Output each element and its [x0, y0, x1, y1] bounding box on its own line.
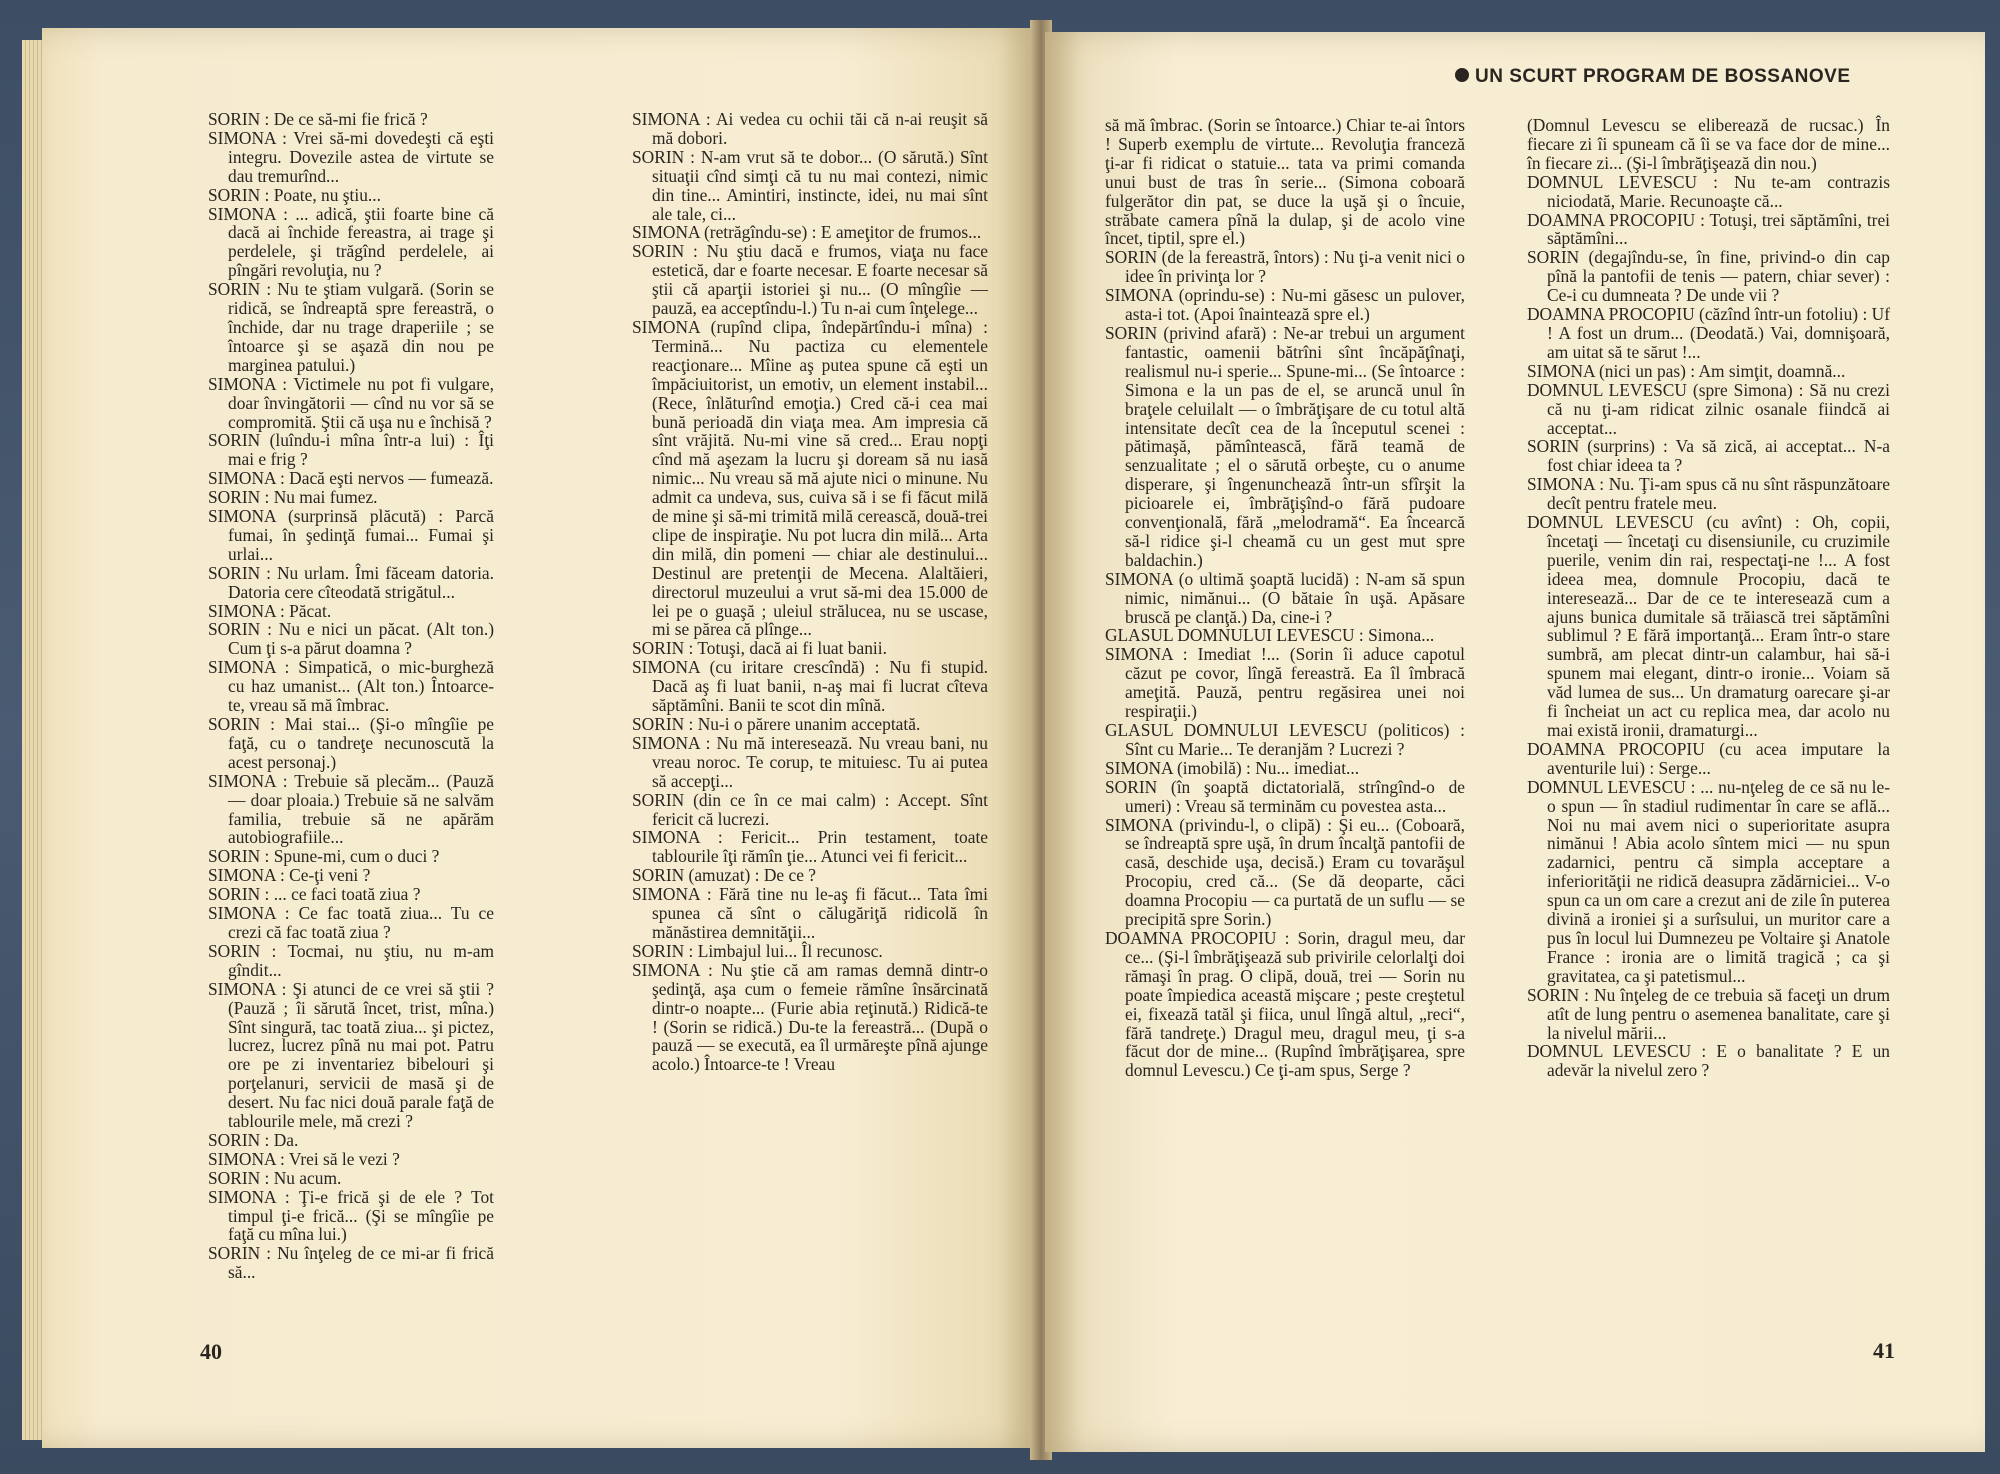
- dialogue-paragraph: DOAMNA PROCOPIU (cu acea imputare la aventurile lui) : Serge...: [1527, 738, 1890, 778]
- dialogue-paragraph: SORIN (surprins) : Va să zică, ai acceptat... N-a fost chiar ideea ta ?: [1527, 436, 1890, 476]
- dialogue-paragraph: SIMONA : Ce fac toată ziua... Tu ce crezi că fac toată ziua ?: [208, 903, 494, 942]
- dialogue-paragraph: SIMONA : ... adică, ştii foarte bine că dacă ai închide fereastra, ai trage şi perdelele, şi trăgînd perdelele, ai pîngări revoluţia, nu ?: [208, 203, 494, 281]
- dialogue-paragraph: SORIN (în şoaptă dictatorială, strîngînd-o de umeri) : Vreau să terminăm cu povestea asta...: [1105, 776, 1465, 816]
- text-column-2: [632, 110, 988, 1074]
- dialogue-paragraph: SORIN : Nu te ştiam vulgară. (Sorin se ridică, se îndreaptă spre fereastră, o închide, dar nu trage draperiile ; se întoarce şi se aşază din nou pe marginea patului.): [208, 279, 494, 375]
- dialogue-paragraph: GLASUL DOMNULUI LEVESCU : Simona...: [1105, 625, 1435, 646]
- dialogue-paragraph: SIMONA : Fericit... Prin testament, toate tablourile îţi rămîn ţie... Atunci vei fi fericit...: [632, 827, 988, 867]
- dialogue-paragraph: SIMONA (o ultimă şoaptă lucidă) : N-am să spun nimic, nimănui... (O bătaie în uşă. Apăsare bruscă pe clanţă.) Da, cine-i ?: [1105, 568, 1465, 627]
- dialogue-paragraph: SIMONA (retrăgîndu-se) : E ameţitor de frumos...: [632, 222, 982, 243]
- dialogue-paragraph: să mă îmbrac. (Sorin se întoarce.) Chiar te-ai întors ! Superb exemplu de virtute... Revoluţia franceză ţi-ar fi ridicat o statuie... tata va primi comanda unui bust de tras în serie... (Simona coboară fulgerător din pat, se duce la uşă şi o încuie, străbate camera pînă la dulap, şi de acolo vine încet, tiptil, spre el.): [1105, 115, 1465, 249]
- dialogue-paragraph: SORIN : Tocmai, nu ştiu, nu m-am gîndit...: [208, 940, 494, 980]
- dialogue-paragraph: SORIN : Nu mai fumez.: [208, 487, 378, 508]
- dialogue-paragraph: SIMONA : Trebuie să plecăm... (Pauză — doar ploaia.) Trebuie să ne salvăm familia, trebuie să ne apărăm autobiografiile...: [208, 770, 494, 848]
- dialogue-paragraph: SORIN : Limbajul lui... Îl recunosc.: [632, 940, 883, 961]
- dialogue-paragraph: SORIN : ... ce faci toată ziua ?: [208, 884, 421, 905]
- dialogue-paragraph: SORIN : Mai stai... (Şi-o mîngîie pe faţă, cu o tandreţe necunoscută la acest personaj.): [208, 714, 494, 772]
- dialogue-paragraph: SIMONA (privindu-l, o clipă) : Şi eu... (Coboară, se îndreaptă spre uşă, în drum încalţă pantofii de casă, deschide uşa, decisă.) Eram cu tovarăşul Procopiu, cred că... (Se dă deoparte, căci doamna Procopiu — ca purtată de un suflu — se precipită spre Sorin.): [1105, 814, 1465, 930]
- dialogue-paragraph: SORIN (amuzat) : De ce ?: [632, 865, 816, 886]
- dialogue-paragraph: DOMNUL LEVESCU (spre Simona) : Să nu crezi că nu ţi-am ridicat zilnic osanale fiindcă ai acceptat...: [1527, 379, 1890, 438]
- dialogue-paragraph: DOAMNA PROCOPIU : Sorin, dragul meu, dar ce... (Şi-l îmbrăţişează sub privirile celorlalţi doi rămaşi în prag. O clipă, două, trei — Sorin nu poate împiedica această mişcare ; peste creştetul ei, fixează tatăl şi fiica, unul lîngă altul, „reci“, fără tandreţe.) Dragul meu, dragul meu, ţi s-a făcut dor de mine... (Rupînd îmbrăţişarea, spre domnul Levescu.) Ce ţi-am spus, Serge ?: [1105, 927, 1465, 1081]
- dialogue-paragraph: SIMONA (cu iritare crescîndă) : Nu fi stupid. Dacă aş fi luat banii, n-aş mai fi lucrat cîteva săptămîni. Banii te scot din mînă.: [632, 657, 988, 716]
- left-page: [42, 28, 1037, 1448]
- dialogue-paragraph: SORIN (din ce în ce mai calm) : Accept. Sînt fericit că lucrezi.: [632, 789, 988, 829]
- dialogue-paragraph: SIMONA : Vrei să-mi dovedeşti că eşti integru. Dovezile astea de virtute se dau tremurînd...: [208, 127, 494, 186]
- dialogue-paragraph: SIMONA (nici un pas) : Am simţit, doamnă...: [1527, 360, 1846, 381]
- dialogue-paragraph: SORIN : Nu urlam. Îmi făceam datoria. Datoria cere cîteodată strigătul...: [208, 562, 494, 602]
- dialogue-paragraph: SORIN (privind afară) : Ne-ar trebui un argument fantastic, oamenii bătrîni sînt încăpăţînaţi, realismul nu-i sperie... Spune-mi... (Se întoarce : Simona e la un pas de el, se aruncă unul în braţele celuilalt — o îmbrăţişare de cu totul altă intensitate decît cea de la începutul scenei : pătimaşă, pămîntească, fără teamă de senzualitate ; el o sărută orbeşte, cu o anume disperare, şi îngenunchează într-un sfîrşit la picioarele ei, îmbrăţişînd-o fără pudoare convenţională, fără „melodramă“. Ea încearcă să-l ridice şi-l cheamă cu un gest mut spre baldachin.): [1105, 322, 1465, 570]
- text-column-3: [1105, 116, 1465, 1080]
- dialogue-paragraph: SORIN : Spune-mi, cum o duci ?: [208, 846, 440, 867]
- dialogue-paragraph: SIMONA : Ce-ţi veni ?: [208, 865, 371, 886]
- running-header: [1455, 66, 1851, 88]
- dialogue-paragraph: SIMONA : Nu ştie că am ramas demnă dintr-o şedinţă, aşa cum o femeie rămîne însărcinată dintr-o noapte... (Furie abia reţinută.) Ridică-te ! (Sorin se ridică.) Du-te la fereastră... (După o pauză — se execută, ea îl urmăreşte pînă ajunge acolo.) Întoarce-te ! Vreau: [632, 959, 988, 1075]
- dialogue-paragraph: SIMONA (surprinsă plăcută) : Parcă fumai, în şedinţă fumai... Fumai şi urlai...: [208, 506, 494, 564]
- dialogue-paragraph: SORIN (de la fereastră, întors) : Nu ţi-a venit nici o idee în privinţa lor ?: [1105, 247, 1465, 287]
- bullet-icon: [1455, 68, 1469, 82]
- dialogue-paragraph: SIMONA : Nu mă interesează. Nu vreau bani, nu vreau noroc. Te corup, te mituiesc. Tu ai putea să accepţi...: [632, 732, 988, 791]
- dialogue-paragraph: SORIN : Nu-i o părere unanim acceptată.: [632, 714, 921, 734]
- dialogue-paragraph: SIMONA : Dacă eşti nervos — fumează.: [208, 468, 494, 489]
- dialogue-paragraph: DOMNUL LEVESCU (cu avînt) : Oh, copii, încetaţi — încetaţi cu disensiunile, cu cruzimile puerile, venim din rai, respectaţi-ne !... A fost ideea mea, domnule Procopiu, dacă te interesează... Dar de ce te interesează cum a ajuns bunica dumitale să trăiască trei săptămîni sublimul ? E fără importanţă... Eram într-o stare sumbră, am plecat dintr-un calambur, hai să-i spunem mai elegant, dintr-o ironie... Voiam să văd lumea de sus... Un dramaturg oarecare şi-ar fi încheiat un act cu replica mea, dar acolo nu mai există ironii, dramaturgi...: [1527, 512, 1890, 740]
- dialogue-paragraph: SIMONA : Vrei să le vezi ?: [208, 1148, 400, 1169]
- dialogue-paragraph: (Domnul Levescu se eliberează de rucsac.) În fiecare zi îi spuneam că îi se va face dor de mine... în fiecare zi... (Şi-l îmbrăţişează din nou.): [1527, 115, 1890, 173]
- dialogue-paragraph: SIMONA (imobilă) : Nu... imediat...: [1105, 757, 1360, 778]
- dialogue-paragraph: SIMONA : Ţi-e frică şi de ele ? Tot timpul ţi-e frică... (Şi se mîngîie pe faţă cu mîna lui.): [208, 1186, 494, 1245]
- dialogue-paragraph: SORIN : N-am vrut să te dobor... (O sărută.) Sînt situaţii cînd simţi că tu nu mai contezi, nimic din tine... Amintiri, instincte, idei, nu mai sînt ale tale, ci...: [632, 146, 988, 224]
- dialogue-paragraph: SIMONA : Victimele nu pot fi vulgare, doar învingătorii — cînd nu vor să se compromită. Ştii că uşa nu e închisă ?: [208, 373, 494, 432]
- dialogue-paragraph: SORIN : Nu înţeleg de ce mi-ar fi frică să...: [208, 1243, 494, 1283]
- dialogue-paragraph: DOMNUL LEVESCU : ... nu-nţeleg de ce să nu le-o spun — în stadiul rudimentar în care se află... Noi nu mai avem nici o superioritate asupra nimănui ! Abia acolo sîntem mici — nu spun zadarnici, pentru că simpla acceptare a inferiorităţii ne ridică deasupra zădărniciei... V-o spun ca un om care a crezut ani de zile în puterea divină a ironiei şi a surîsului, un muritor care a pus în locul lui Dumnezeu pe Voltaire şi Anatole France : ironia are o limită tragică ; ca şi gravitatea, ca şi patetismul...: [1527, 776, 1890, 986]
- dialogue-paragraph: SORIN : Nu e nici un păcat. (Alt ton.) Cum ţi s-a părut doamna ?: [208, 619, 494, 659]
- dialogue-paragraph: DOMNUL LEVESCU : E o banalitate ? E un adevăr la nivelul zero ?: [1527, 1041, 1890, 1081]
- dialogue-paragraph: SORIN : Poate, nu ştiu...: [208, 184, 381, 205]
- dialogue-paragraph: SORIN (luîndu-i mîna într-a lui) : Îţi mai e frig ?: [208, 430, 494, 470]
- text-column-1: [208, 110, 494, 1282]
- running-header-text: UN SCURT PROGRAM DE BOSSANOVE: [1475, 66, 1851, 87]
- dialogue-paragraph: SORIN : Da.: [208, 1129, 299, 1150]
- page-number-left: 40: [200, 1339, 222, 1364]
- dialogue-paragraph: DOMNUL LEVESCU : Nu te-am contrazis niciodată, Marie. Recunoaşte că...: [1527, 171, 1890, 211]
- dialogue-paragraph: SIMONA : Nu. Ţi-am spus că nu sînt răspunzătoare decît pentru fratele meu.: [1527, 474, 1890, 514]
- dialogue-paragraph: SORIN (degajîndu-se, în fine, privind-o din cap pînă la pantofii de tenis — patern, chiar sever) : Ce-i cu dumneata ? De unde vii ?: [1527, 247, 1890, 306]
- dialogue-paragraph: GLASUL DOMNULUI LEVESCU (politicos) : Sînt cu Marie... Te deranjăm ? Lucrezi ?: [1105, 720, 1465, 759]
- text-column-4: [1527, 116, 1890, 1080]
- dialogue-paragraph: SIMONA : Ai vedea cu ochii tăi că n-ai reuşit să mă dobori.: [632, 109, 988, 148]
- dialogue-paragraph: SIMONA : Imediat !... (Sorin îi aduce capotul căzut pe covor, lîngă fereastră. Ea îl îmbracă ameţită. Pauză, pentru regăsirea unei noi respiraţii.): [1105, 644, 1465, 722]
- right-page: [1045, 32, 1985, 1452]
- dialogue-paragraph: SIMONA : Simpatică, o mic-burgheză cu haz umanist... (Alt ton.) Întoarce-te, vreau să mă îmbrac.: [208, 657, 494, 716]
- dialogue-paragraph: SORIN : Nu înţeleg de ce trebuia să faceţi un drum atît de lung pentru o asemenea banalitate, care şi la nivelul mării...: [1527, 984, 1890, 1043]
- dialogue-paragraph: DOAMNA PROCOPIU : Totuşi, trei săptămîni, trei săptămîni...: [1527, 209, 1890, 249]
- dialogue-paragraph: DOAMNA PROCOPIU (căzînd într-un fotoliu) : Uf ! A fost un drum... (Deodată.) Vai, domnişoară, am uitat să te sărut !...: [1527, 304, 1890, 362]
- dialogue-paragraph: SIMONA : Fără tine nu le-aş fi făcut... Tata îmi spunea că sînt o călugăriţă ridicolă în mănăstirea demnităţii...: [632, 884, 988, 942]
- dialogue-paragraph: SORIN : Nu acum.: [208, 1167, 342, 1188]
- dialogue-paragraph: SORIN : Nu ştiu dacă e frumos, viaţa nu face estetică, dar e foarte necesar. E foarte necesar să ştii că aparţii istoriei şi nu... (O mîngîie — pauză, ea acceptîndu-l.) Tu n-ai cum înţelege...: [632, 241, 988, 319]
- dialogue-paragraph: SIMONA (rupînd clipa, îndepărtîndu-i mîna) : Termină... Nu pactiza cu elementele reacţionare... Mîine aş putea spune că eşti un împăciuitorist, un emotiv, un element instabil... (Rece, înlăturînd emoţia.) Cred că-i cea mai bună perioadă din viaţa mea. Am impresia că sînt vrăjită. Nu-mi vine să cred... Erau nopţi cînd mă aşezam la lucru şi doream să nu iasă nimic... Nu vreau să mă ajute nici o minune. Nu admit ca undeva, sus, cuiva să i se fi făcut milă de mine şi să-mi trimită milă cerească, două-trei clipe de inspiraţie. Nu pot lucra din milă... Arta din milă, din pomeni — chiar ale destinului... Destinul are pretenţii de Mecena. Alaltăieri, directorul muzeului a vrut să-mi dea 15.000 de lei pe o guaşă ; uleiul strălucea, nu se uscase, mi se părea că plînge...: [632, 316, 988, 640]
- page-number-right: 41: [1873, 1338, 1895, 1363]
- dialogue-paragraph: SORIN : Totuşi, dacă ai fi luat banii.: [632, 638, 887, 659]
- dialogue-paragraph: SIMONA : Şi atunci de ce vrei să ştii ? (Pauză ; îi sărută încet, trist, mîna.) Sînt singură, tac toată ziua... şi pictez, lucrez, lucrez pînă nu mai pot. Patru ore pe zi inventariez bibelouri şi porţelanuri, servicii de masă şi de desert. Nu fac nici două parale faţă de tablourile mele, mă crezi ?: [208, 978, 494, 1132]
- dialogue-paragraph: SIMONA (oprindu-se) : Nu-mi găsesc un pulover, asta-i tot. (Apoi înaintează spre el.): [1105, 285, 1465, 325]
- dialogue-paragraph: SORIN : De ce să-mi fie frică ?: [208, 109, 428, 129]
- dialogue-paragraph: SIMONA : Păcat.: [208, 600, 332, 621]
